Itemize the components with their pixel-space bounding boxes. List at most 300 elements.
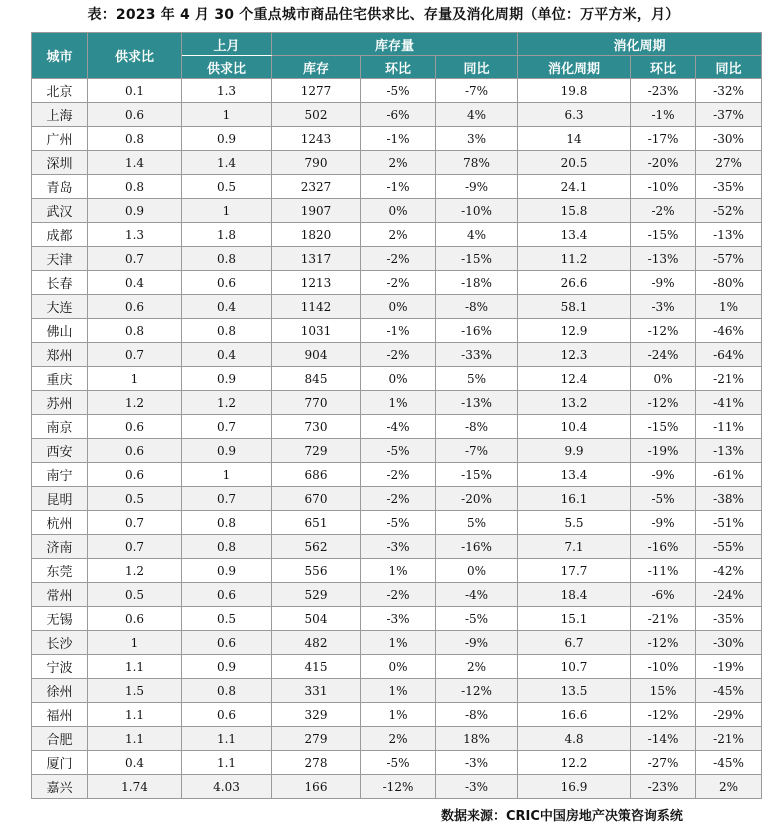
table-row	[32, 727, 762, 751]
cell-digestion-yoy: -13%	[696, 439, 762, 463]
cell-digestion-mom: -15%	[631, 415, 696, 439]
cell-inventory: 279	[272, 727, 361, 751]
cell-inventory-yoy: 5%	[436, 511, 518, 535]
cell-inventory: 329	[272, 703, 361, 727]
cell-supply-ratio: 1.74	[88, 775, 182, 799]
cell-supply-ratio: 1.2	[88, 391, 182, 415]
table-row	[32, 679, 762, 703]
cell-city: 徐州	[32, 679, 88, 703]
cell-digestion-yoy: -52%	[696, 199, 762, 223]
header-last-month-ratio: 供求比	[182, 56, 272, 79]
table-row	[32, 511, 762, 535]
cell-city: 西安	[32, 439, 88, 463]
cell-supply-ratio: 1.1	[88, 727, 182, 751]
cell-last-month-ratio: 0.9	[182, 439, 272, 463]
cell-supply-ratio: 0.7	[88, 511, 182, 535]
cell-city: 广州	[32, 127, 88, 151]
cell-digestion-mom: -3%	[631, 295, 696, 319]
cell-inventory-mom: 0%	[361, 295, 436, 319]
cell-digestion: 17.7	[518, 559, 631, 583]
cell-inventory-yoy: 5%	[436, 367, 518, 391]
cell-digestion-yoy: -13%	[696, 223, 762, 247]
table-row	[32, 151, 762, 175]
cell-supply-ratio: 0.4	[88, 271, 182, 295]
cell-inventory: 1142	[272, 295, 361, 319]
cell-supply-ratio: 0.6	[88, 415, 182, 439]
cell-supply-ratio: 0.6	[88, 295, 182, 319]
cell-digestion: 12.9	[518, 319, 631, 343]
cell-inventory-yoy: -12%	[436, 679, 518, 703]
cell-inventory-yoy: -4%	[436, 583, 518, 607]
cell-digestion-yoy: 2%	[696, 775, 762, 799]
cell-inventory-mom: 0%	[361, 199, 436, 223]
table-row	[32, 199, 762, 223]
cell-inventory-yoy: -8%	[436, 703, 518, 727]
cell-inventory-yoy: -33%	[436, 343, 518, 367]
cell-digestion: 15.8	[518, 199, 631, 223]
cell-inventory-mom: -2%	[361, 487, 436, 511]
header-digestion: 消化周期	[518, 56, 631, 79]
cell-digestion-yoy: -24%	[696, 583, 762, 607]
cell-digestion-mom: -23%	[631, 79, 696, 103]
cell-city: 上海	[32, 103, 88, 127]
table-row	[32, 439, 762, 463]
header-inventory: 库存	[272, 56, 361, 79]
cell-inventory: 166	[272, 775, 361, 799]
cell-inventory: 504	[272, 607, 361, 631]
cell-inventory-yoy: -7%	[436, 439, 518, 463]
cell-inventory: 1317	[272, 247, 361, 271]
cell-digestion-mom: -12%	[631, 703, 696, 727]
cell-inventory: 556	[272, 559, 361, 583]
cell-last-month-ratio: 0.8	[182, 535, 272, 559]
cell-supply-ratio: 0.9	[88, 199, 182, 223]
cell-digestion: 12.4	[518, 367, 631, 391]
cell-last-month-ratio: 0.6	[182, 703, 272, 727]
cell-inventory-yoy: -13%	[436, 391, 518, 415]
cell-supply-ratio: 1	[88, 631, 182, 655]
cell-digestion-yoy: -21%	[696, 367, 762, 391]
cell-digestion: 14	[518, 127, 631, 151]
cell-digestion: 26.6	[518, 271, 631, 295]
cell-digestion-mom: -1%	[631, 103, 696, 127]
cell-inventory-mom: -2%	[361, 271, 436, 295]
cell-supply-ratio: 1.4	[88, 151, 182, 175]
table-row	[32, 535, 762, 559]
cell-supply-ratio: 1.3	[88, 223, 182, 247]
table-row	[32, 607, 762, 631]
cell-inventory-yoy: 4%	[436, 103, 518, 127]
cell-inventory: 482	[272, 631, 361, 655]
cell-inventory-yoy: -7%	[436, 79, 518, 103]
cell-last-month-ratio: 0.9	[182, 367, 272, 391]
table-row	[32, 583, 762, 607]
data-source-note: 数据来源：CRIC中国房地产决策咨询系统	[441, 809, 683, 824]
cell-inventory: 1243	[272, 127, 361, 151]
cell-last-month-ratio: 0.7	[182, 487, 272, 511]
table-row	[32, 391, 762, 415]
cell-city: 厦门	[32, 751, 88, 775]
cell-digestion-mom: -6%	[631, 583, 696, 607]
cell-inventory: 770	[272, 391, 361, 415]
cell-inventory-mom: 0%	[361, 655, 436, 679]
cell-inventory-yoy: -8%	[436, 415, 518, 439]
table-row	[32, 655, 762, 679]
cell-inventory-yoy: -9%	[436, 175, 518, 199]
cell-digestion: 13.4	[518, 463, 631, 487]
cell-inventory-mom: -3%	[361, 535, 436, 559]
header-digestion-yoy: 同比	[696, 56, 762, 79]
cell-digestion-mom: -9%	[631, 463, 696, 487]
cell-last-month-ratio: 0.4	[182, 343, 272, 367]
cell-supply-ratio: 1.2	[88, 559, 182, 583]
cell-city: 南宁	[32, 463, 88, 487]
cell-last-month-ratio: 0.8	[182, 679, 272, 703]
cell-city: 常州	[32, 583, 88, 607]
cell-inventory-yoy: 4%	[436, 223, 518, 247]
header-supply-ratio: 供求比	[88, 33, 182, 79]
table-row	[32, 295, 762, 319]
cell-last-month-ratio: 0.6	[182, 271, 272, 295]
cell-inventory-mom: 1%	[361, 679, 436, 703]
cell-supply-ratio: 0.7	[88, 247, 182, 271]
cell-supply-ratio: 0.8	[88, 319, 182, 343]
cell-last-month-ratio: 0.5	[182, 175, 272, 199]
cell-digestion: 20.5	[518, 151, 631, 175]
cell-digestion-mom: -17%	[631, 127, 696, 151]
cell-inventory-mom: -2%	[361, 463, 436, 487]
cell-last-month-ratio: 0.4	[182, 295, 272, 319]
cell-digestion: 15.1	[518, 607, 631, 631]
cell-digestion-mom: -12%	[631, 631, 696, 655]
table-row	[32, 751, 762, 775]
cell-digestion-mom: -20%	[631, 151, 696, 175]
cell-city: 成都	[32, 223, 88, 247]
cell-digestion-yoy: -80%	[696, 271, 762, 295]
cell-inventory-yoy: 3%	[436, 127, 518, 151]
cell-city: 无锡	[32, 607, 88, 631]
cell-digestion-mom: -16%	[631, 535, 696, 559]
cell-digestion: 11.2	[518, 247, 631, 271]
cell-inventory-yoy: -15%	[436, 247, 518, 271]
cell-supply-ratio: 0.6	[88, 607, 182, 631]
cell-city: 东莞	[32, 559, 88, 583]
cell-digestion-mom: -11%	[631, 559, 696, 583]
cell-digestion: 6.7	[518, 631, 631, 655]
cell-city: 重庆	[32, 367, 88, 391]
table-row	[32, 175, 762, 199]
cell-inventory: 1213	[272, 271, 361, 295]
cell-inventory: 790	[272, 151, 361, 175]
cell-inventory-mom: -2%	[361, 583, 436, 607]
housing-supply-table	[31, 32, 762, 799]
cell-inventory-mom: -5%	[361, 79, 436, 103]
cell-inventory: 651	[272, 511, 361, 535]
cell-digestion-mom: -2%	[631, 199, 696, 223]
cell-digestion-mom: -10%	[631, 175, 696, 199]
header-digestion-group: 消化周期	[518, 33, 762, 56]
cell-last-month-ratio: 0.7	[182, 415, 272, 439]
cell-last-month-ratio: 0.9	[182, 655, 272, 679]
cell-inventory: 729	[272, 439, 361, 463]
cell-last-month-ratio: 0.8	[182, 319, 272, 343]
cell-digestion-yoy: -35%	[696, 607, 762, 631]
cell-digestion-yoy: -55%	[696, 535, 762, 559]
table-row	[32, 367, 762, 391]
header-inventory-mom: 环比	[361, 56, 436, 79]
cell-digestion-mom: -23%	[631, 775, 696, 799]
cell-digestion: 12.2	[518, 751, 631, 775]
table-header	[32, 33, 762, 79]
cell-digestion-mom: -12%	[631, 391, 696, 415]
cell-supply-ratio: 0.8	[88, 175, 182, 199]
cell-inventory-mom: -5%	[361, 439, 436, 463]
table-row	[32, 223, 762, 247]
cell-digestion-mom: -19%	[631, 439, 696, 463]
cell-supply-ratio: 0.6	[88, 103, 182, 127]
cell-digestion-mom: -14%	[631, 727, 696, 751]
cell-city: 长沙	[32, 631, 88, 655]
cell-digestion: 19.8	[518, 79, 631, 103]
table-body	[32, 79, 762, 799]
cell-inventory: 1031	[272, 319, 361, 343]
cell-last-month-ratio: 0.5	[182, 607, 272, 631]
table-row	[32, 271, 762, 295]
cell-inventory-yoy: -16%	[436, 535, 518, 559]
cell-city: 武汉	[32, 199, 88, 223]
cell-supply-ratio: 1.5	[88, 679, 182, 703]
cell-last-month-ratio: 1	[182, 463, 272, 487]
cell-digestion: 13.2	[518, 391, 631, 415]
header-city: 城市	[32, 33, 88, 79]
header-digestion-mom: 环比	[631, 56, 696, 79]
cell-city: 北京	[32, 79, 88, 103]
cell-city: 嘉兴	[32, 775, 88, 799]
cell-digestion-yoy: -42%	[696, 559, 762, 583]
cell-city: 福州	[32, 703, 88, 727]
cell-city: 杭州	[32, 511, 88, 535]
cell-supply-ratio: 0.5	[88, 487, 182, 511]
cell-digestion: 13.4	[518, 223, 631, 247]
cell-supply-ratio: 0.8	[88, 127, 182, 151]
cell-city: 济南	[32, 535, 88, 559]
table-row	[32, 343, 762, 367]
cell-city: 苏州	[32, 391, 88, 415]
table-row	[32, 463, 762, 487]
cell-last-month-ratio: 4.03	[182, 775, 272, 799]
cell-digestion: 24.1	[518, 175, 631, 199]
table-row	[32, 319, 762, 343]
header-inventory-group: 库存量	[272, 33, 518, 56]
cell-city: 合肥	[32, 727, 88, 751]
cell-supply-ratio: 0.1	[88, 79, 182, 103]
cell-inventory-mom: -4%	[361, 415, 436, 439]
cell-digestion-mom: 0%	[631, 367, 696, 391]
cell-inventory: 1907	[272, 199, 361, 223]
cell-inventory-yoy: -8%	[436, 295, 518, 319]
cell-inventory: 670	[272, 487, 361, 511]
cell-inventory: 2327	[272, 175, 361, 199]
cell-digestion-yoy: -51%	[696, 511, 762, 535]
cell-supply-ratio: 0.6	[88, 439, 182, 463]
cell-digestion-mom: -9%	[631, 271, 696, 295]
cell-inventory-mom: -1%	[361, 319, 436, 343]
cell-last-month-ratio: 1.1	[182, 727, 272, 751]
cell-inventory: 502	[272, 103, 361, 127]
table-row	[32, 247, 762, 271]
cell-digestion-yoy: -37%	[696, 103, 762, 127]
cell-digestion-yoy: -19%	[696, 655, 762, 679]
cell-supply-ratio: 0.7	[88, 343, 182, 367]
cell-inventory-mom: -5%	[361, 511, 436, 535]
cell-city: 宁波	[32, 655, 88, 679]
cell-last-month-ratio: 0.8	[182, 511, 272, 535]
cell-last-month-ratio: 1.3	[182, 79, 272, 103]
cell-last-month-ratio: 0.6	[182, 583, 272, 607]
cell-supply-ratio: 0.4	[88, 751, 182, 775]
cell-digestion: 58.1	[518, 295, 631, 319]
header-inventory-yoy: 同比	[436, 56, 518, 79]
cell-inventory-mom: -3%	[361, 607, 436, 631]
cell-inventory: 562	[272, 535, 361, 559]
cell-inventory-yoy: -3%	[436, 775, 518, 799]
cell-digestion: 16.6	[518, 703, 631, 727]
cell-digestion: 16.9	[518, 775, 631, 799]
cell-inventory-yoy: -15%	[436, 463, 518, 487]
cell-inventory-yoy: 0%	[436, 559, 518, 583]
cell-digestion-yoy: -32%	[696, 79, 762, 103]
cell-inventory-mom: 0%	[361, 367, 436, 391]
cell-last-month-ratio: 1.4	[182, 151, 272, 175]
cell-city: 深圳	[32, 151, 88, 175]
cell-digestion: 10.4	[518, 415, 631, 439]
cell-inventory-mom: -2%	[361, 343, 436, 367]
cell-inventory-yoy: -5%	[436, 607, 518, 631]
cell-digestion: 7.1	[518, 535, 631, 559]
cell-inventory-mom: -12%	[361, 775, 436, 799]
cell-last-month-ratio: 1.1	[182, 751, 272, 775]
cell-inventory-mom: 2%	[361, 223, 436, 247]
cell-inventory: 686	[272, 463, 361, 487]
cell-inventory-mom: -2%	[361, 247, 436, 271]
cell-digestion-yoy: -35%	[696, 175, 762, 199]
table-row	[32, 775, 762, 799]
cell-inventory-yoy: -18%	[436, 271, 518, 295]
cell-city: 大连	[32, 295, 88, 319]
cell-last-month-ratio: 0.9	[182, 127, 272, 151]
cell-inventory: 278	[272, 751, 361, 775]
cell-last-month-ratio: 1.8	[182, 223, 272, 247]
cell-city: 长春	[32, 271, 88, 295]
cell-digestion: 4.8	[518, 727, 631, 751]
cell-inventory: 331	[272, 679, 361, 703]
cell-digestion-mom: -12%	[631, 319, 696, 343]
cell-digestion-yoy: -30%	[696, 127, 762, 151]
cell-inventory-mom: 2%	[361, 151, 436, 175]
cell-inventory: 529	[272, 583, 361, 607]
table-row	[32, 487, 762, 511]
cell-inventory: 845	[272, 367, 361, 391]
cell-digestion-mom: -10%	[631, 655, 696, 679]
cell-inventory-mom: -6%	[361, 103, 436, 127]
cell-inventory-mom: -1%	[361, 175, 436, 199]
cell-inventory-yoy: -10%	[436, 199, 518, 223]
cell-supply-ratio: 1.1	[88, 655, 182, 679]
table-row	[32, 415, 762, 439]
cell-last-month-ratio: 1	[182, 199, 272, 223]
cell-digestion: 16.1	[518, 487, 631, 511]
cell-digestion: 18.4	[518, 583, 631, 607]
cell-last-month-ratio: 0.8	[182, 247, 272, 271]
cell-digestion: 5.5	[518, 511, 631, 535]
cell-digestion-mom: -21%	[631, 607, 696, 631]
cell-inventory-yoy: 18%	[436, 727, 518, 751]
cell-digestion-yoy: -46%	[696, 319, 762, 343]
cell-inventory-yoy: 2%	[436, 655, 518, 679]
cell-digestion-mom: -15%	[631, 223, 696, 247]
cell-digestion-yoy: -45%	[696, 679, 762, 703]
cell-city: 天津	[32, 247, 88, 271]
cell-inventory: 904	[272, 343, 361, 367]
cell-digestion-yoy: -11%	[696, 415, 762, 439]
cell-inventory-mom: 1%	[361, 559, 436, 583]
cell-digestion-yoy: 27%	[696, 151, 762, 175]
cell-inventory-mom: 2%	[361, 727, 436, 751]
table-row	[32, 79, 762, 103]
cell-digestion-mom: -5%	[631, 487, 696, 511]
cell-digestion-mom: 15%	[631, 679, 696, 703]
cell-inventory-mom: 1%	[361, 391, 436, 415]
cell-digestion-yoy: -57%	[696, 247, 762, 271]
cell-digestion-yoy: -30%	[696, 631, 762, 655]
cell-inventory-yoy: 78%	[436, 151, 518, 175]
cell-city: 昆明	[32, 487, 88, 511]
table-title: 表：2023 年 4 月 30 个重点城市商品住宅供求比、存量及消化周期（单位：万平方米，月）	[87, 7, 680, 23]
cell-last-month-ratio: 1.2	[182, 391, 272, 415]
cell-digestion-yoy: -61%	[696, 463, 762, 487]
cell-inventory-mom: -5%	[361, 751, 436, 775]
cell-inventory: 1820	[272, 223, 361, 247]
cell-supply-ratio: 1.1	[88, 703, 182, 727]
cell-inventory-yoy: -16%	[436, 319, 518, 343]
cell-inventory-mom: 1%	[361, 703, 436, 727]
cell-digestion: 6.3	[518, 103, 631, 127]
cell-digestion-mom: -27%	[631, 751, 696, 775]
cell-digestion: 13.5	[518, 679, 631, 703]
table-row	[32, 703, 762, 727]
cell-inventory: 415	[272, 655, 361, 679]
table-row	[32, 631, 762, 655]
cell-last-month-ratio: 0.6	[182, 631, 272, 655]
cell-digestion-yoy: -64%	[696, 343, 762, 367]
cell-digestion: 12.3	[518, 343, 631, 367]
cell-inventory-yoy: -20%	[436, 487, 518, 511]
cell-digestion-mom: -9%	[631, 511, 696, 535]
table-row	[32, 103, 762, 127]
cell-digestion-mom: -13%	[631, 247, 696, 271]
cell-inventory-yoy: -3%	[436, 751, 518, 775]
cell-digestion-yoy: -21%	[696, 727, 762, 751]
cell-supply-ratio: 0.5	[88, 583, 182, 607]
cell-city: 佛山	[32, 319, 88, 343]
cell-inventory-mom: 1%	[361, 631, 436, 655]
cell-digestion-mom: -24%	[631, 343, 696, 367]
cell-inventory-yoy: -9%	[436, 631, 518, 655]
cell-city: 郑州	[32, 343, 88, 367]
cell-supply-ratio: 0.6	[88, 463, 182, 487]
cell-digestion-yoy: -29%	[696, 703, 762, 727]
cell-digestion: 9.9	[518, 439, 631, 463]
